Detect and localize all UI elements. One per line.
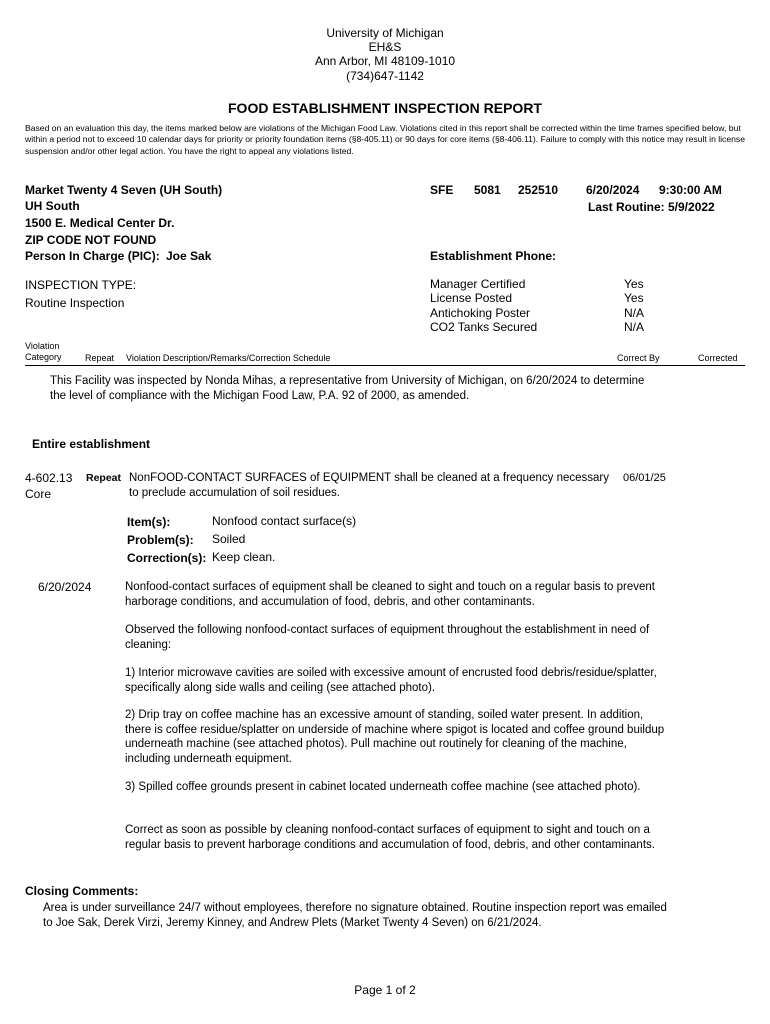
col-violation: Violation bbox=[25, 341, 60, 351]
col-correct-by: Correct By bbox=[617, 353, 660, 363]
check-label: Manager Certified bbox=[430, 277, 526, 291]
code-1: 5081 bbox=[474, 183, 501, 197]
observation-date: 6/20/2024 bbox=[38, 580, 92, 594]
report-title: FOOD ESTABLISHMENT INSPECTION REPORT bbox=[228, 100, 542, 116]
check-label: CO2 Tanks Secured bbox=[430, 320, 538, 334]
correction-value: Keep clean. bbox=[212, 550, 276, 564]
check-value: N/A bbox=[624, 320, 645, 334]
establishment-name: Market Twenty 4 Seven (UH South) bbox=[25, 183, 223, 197]
col-corrected: Corrected bbox=[698, 353, 738, 363]
observation-paragraph: Nonfood-contact surfaces of equipment shall be cleaned to sight and touch on a regular basis to prevent harborage conditions, and accumulation of food, debris, and other contaminants. bbox=[125, 581, 655, 608]
inspection-time: 9:30:00 AM bbox=[659, 183, 722, 197]
inspected-by-text: This Facility was inspected by Nonda Mihas, a representative from University of Michigan, on 6/20/2024 to determine the level of compliance with the Michigan Food Law, P.A. 92 of 2000, as amended. bbox=[50, 375, 645, 402]
col-repeat: Repeat bbox=[85, 353, 115, 363]
code-2: 252510 bbox=[518, 183, 559, 197]
items-value: Nonfood contact surface(s) bbox=[212, 514, 357, 528]
inspection-date: 6/20/2024 bbox=[586, 183, 640, 197]
observation-paragraph: 1) Interior microwave cavities are soiled with excessive amount of encrusted food debris/residue/splatter, specifically along side walls and ceiling (see attached photo). bbox=[125, 667, 657, 694]
violation-repeat: Repeat bbox=[86, 472, 122, 484]
type-code: SFE bbox=[430, 183, 454, 197]
last-routine-label: Last Routine: bbox=[588, 200, 665, 214]
items-label: Item(s): bbox=[127, 515, 171, 529]
violation-code: 4-602.13 bbox=[25, 471, 73, 485]
establishment-zip: ZIP CODE NOT FOUND bbox=[25, 233, 157, 247]
check-label: License Posted bbox=[430, 291, 513, 305]
violation-correct-by: 06/01/25 bbox=[623, 472, 666, 484]
correction-label: Correction(s): bbox=[127, 551, 207, 565]
pic-label: Person In Charge (PIC): bbox=[25, 249, 160, 263]
observation-paragraph: 2) Drip tray on coffee machine has an excessive amount of standing, soiled water present. In addition, there is coffee residue/splatter on underside of machine where spigot is located and coffee ground buildup underneath machine (see attached photos). Pull machine out routinely for cleaning of the machine, including underneath equipment. bbox=[125, 709, 665, 765]
check-value: Yes bbox=[624, 277, 644, 291]
establishment-address: 1500 E. Medical Center Dr. bbox=[25, 216, 175, 230]
intro-text: Based on an evaluation this day, the items marked below are violations of the Michigan Food Law. Violations cited in this report shall be corrected within the time frames specified below, but within a period not to exceed 10 calendar days for priority or priority foundation items (§8-405.11) or 90 days for core items (§8-406.11). Failure to comply with this notice may result in license suspension and/or other legal action. You have the right to appeal any violations listed. bbox=[25, 123, 745, 156]
page-number: Page 1 of 2 bbox=[354, 983, 416, 997]
dept-name: EH&S bbox=[368, 40, 402, 54]
observation-paragraph: 3) Spilled coffee grounds present in cabinet located underneath coffee machine (see attached photo). bbox=[125, 781, 641, 793]
last-routine-date: 5/9/2022 bbox=[668, 200, 715, 214]
col-description: Violation Description/Remarks/Correction Schedule bbox=[126, 353, 331, 363]
header-divider bbox=[25, 365, 745, 366]
inspection-type-label: INSPECTION TYPE: bbox=[25, 278, 137, 292]
check-value: Yes bbox=[624, 291, 644, 305]
closing-label: Closing Comments: bbox=[25, 884, 139, 898]
section-title: Entire establishment bbox=[32, 437, 151, 451]
check-value: N/A bbox=[624, 306, 645, 320]
org-phone: (734)647-1142 bbox=[346, 69, 424, 83]
violation-description: NonFOOD-CONTACT SURFACES of EQUIPMENT shall be cleaned at a frequency necessary to preclude accumulation of soil residues. bbox=[129, 472, 609, 499]
observation-paragraph: Observed the following nonfood-contact surfaces of equipment throughout the establishment in need of cleaning: bbox=[125, 624, 650, 651]
establishment-location: UH South bbox=[25, 199, 80, 213]
pic-name: Joe Sak bbox=[166, 249, 212, 263]
phone-label: Establishment Phone: bbox=[430, 249, 557, 263]
org-name: University of Michigan bbox=[326, 26, 444, 40]
check-label: Antichoking Poster bbox=[430, 306, 531, 320]
closing-text: Area is under surveillance 24/7 without employees, therefore no signature obtained. Routine inspection report was emailed to Joe Sak, Derek Virzi, Jeremy Kinney, and Andrew Plets (Market Twenty 4 Seven) on 6/21/2024. bbox=[43, 902, 667, 929]
problems-value: Soiled bbox=[212, 532, 246, 546]
problems-label: Problem(s): bbox=[127, 533, 194, 547]
org-address: Ann Arbor, MI 48109-1010 bbox=[314, 54, 456, 68]
violation-category: Core bbox=[25, 487, 52, 501]
observation-paragraph: Correct as soon as possible by cleaning nonfood-contact surfaces of equipment to sight and touch on a regular basis to prevent harborage conditions and accumulation of food, debris, and other contaminants. bbox=[125, 824, 655, 851]
col-category: Category bbox=[25, 352, 62, 362]
inspection-type-value: Routine Inspection bbox=[25, 296, 125, 310]
